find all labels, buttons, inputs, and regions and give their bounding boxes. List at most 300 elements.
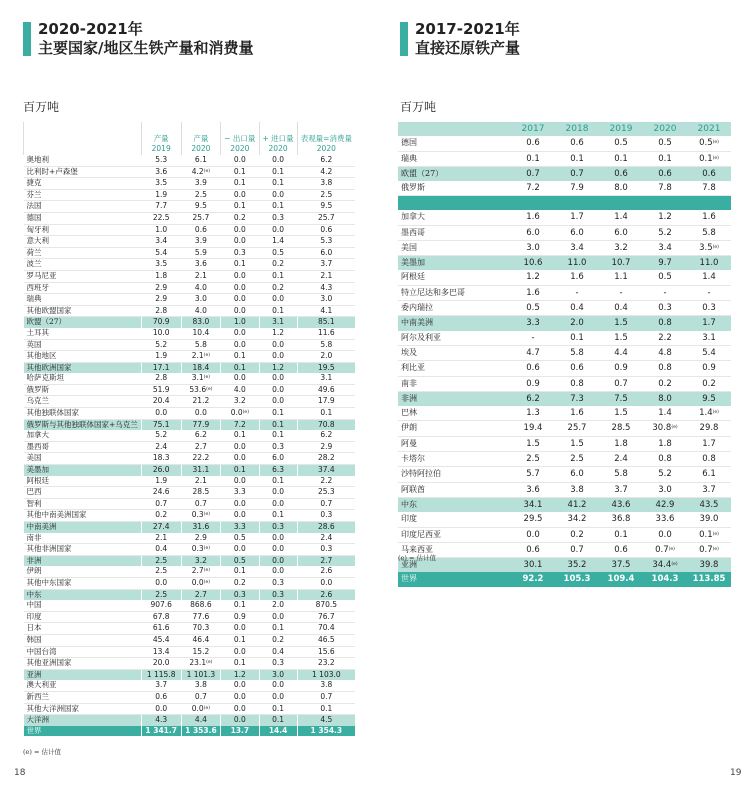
cell-value: 23.2 xyxy=(317,658,335,668)
cell-value: 28.2 xyxy=(317,453,335,463)
cell-value: - xyxy=(531,332,535,343)
row-label: 中国 xyxy=(24,600,142,611)
table-row xyxy=(398,361,731,376)
cell-value: 0.2 xyxy=(233,577,246,587)
table-cell xyxy=(297,270,355,282)
row-label: 伊朗 xyxy=(398,421,511,436)
cell-value: 3.1 xyxy=(191,373,204,383)
table-row xyxy=(24,351,356,363)
cell-value: 0.0 xyxy=(155,703,168,713)
row-label: 阿联酋 xyxy=(398,482,511,497)
cell-value: 0.0 xyxy=(233,498,246,508)
cell-value: 0.0 xyxy=(233,189,246,199)
cell-value: 0.6 xyxy=(320,224,333,234)
row-label: 阿曼 xyxy=(398,436,511,451)
row-label: 其他中南美洲国家 xyxy=(24,510,142,522)
cell-value: 0.0 xyxy=(233,510,246,520)
cell-value: 6.0 xyxy=(272,453,285,463)
cell-value: 0.0 xyxy=(272,396,285,406)
table-cell xyxy=(555,225,599,240)
row-label: 中东 xyxy=(398,497,511,512)
table-cell xyxy=(259,384,297,396)
cell-value: 17.9 xyxy=(317,396,335,406)
row-label: 其他非洲国家 xyxy=(24,544,142,556)
table-cell xyxy=(555,376,599,391)
row-label: 阿尔及利亚 xyxy=(398,331,511,346)
table-cell xyxy=(511,136,555,151)
cell-value: 5.3 xyxy=(155,155,168,164)
table-cell xyxy=(687,406,731,421)
cell-value: 2.6 xyxy=(320,589,333,599)
row-label: 德国 xyxy=(398,136,511,151)
subtotal-row xyxy=(24,522,356,533)
right-note xyxy=(398,553,436,562)
cell-value: 6.0 xyxy=(614,227,628,238)
table-cell xyxy=(643,301,687,316)
cell-value: 0.1 xyxy=(272,305,285,315)
cell-value: 0.3 xyxy=(702,303,716,314)
cell-value: 2.8 xyxy=(155,305,168,315)
cell-value: 2.5 xyxy=(194,189,207,199)
table-cell xyxy=(141,294,181,306)
table-cell xyxy=(259,373,297,384)
table-cell xyxy=(511,256,555,271)
table-row xyxy=(398,210,731,225)
table-row xyxy=(398,225,731,240)
table-cell xyxy=(221,247,259,259)
table-cell xyxy=(221,522,259,533)
cell-value: 0.0 xyxy=(233,373,246,383)
cell-value: 0.0 xyxy=(233,544,246,554)
cell-value: 4.7 xyxy=(526,347,540,358)
cell-value: 0.3 xyxy=(272,212,285,222)
table-row xyxy=(398,301,731,316)
table-cell xyxy=(259,328,297,339)
cell-value: 907.6 xyxy=(150,600,172,610)
table-cell xyxy=(599,181,643,196)
row-label: 英国 xyxy=(24,339,142,351)
cell-value: 3.7 xyxy=(320,259,333,269)
subtotal-row xyxy=(24,419,356,430)
table-cell xyxy=(221,577,259,589)
cell-value: 0.0 xyxy=(191,577,204,587)
table-cell xyxy=(687,181,731,196)
table-row xyxy=(24,623,356,635)
table-cell xyxy=(141,362,181,373)
table-cell xyxy=(599,497,643,512)
table-cell xyxy=(181,453,221,465)
table-cell xyxy=(259,166,297,178)
cell-value: 3.2 xyxy=(614,242,628,253)
cell-value: 0.6 xyxy=(614,544,628,555)
table-row xyxy=(24,384,356,396)
table-cell xyxy=(221,373,259,384)
cell-value: 7.5 xyxy=(614,393,628,404)
table-row xyxy=(24,236,356,248)
table-cell xyxy=(555,527,599,542)
row-label: 波兰 xyxy=(24,259,142,271)
table-cell xyxy=(181,396,221,408)
cell-value: 0.1 xyxy=(570,153,584,164)
cell-value: 0.3 xyxy=(272,577,285,587)
table-cell xyxy=(555,361,599,376)
table-row xyxy=(24,498,356,510)
cell-value: 45.4 xyxy=(152,634,170,644)
table-cell xyxy=(555,467,599,482)
cell-value: 3.1 xyxy=(272,317,285,327)
table-cell xyxy=(181,430,221,441)
table-cell xyxy=(687,331,731,346)
cell-value: 5.3 xyxy=(320,236,333,246)
left-note-text: (e) = 估计值 xyxy=(23,748,61,756)
cell-value: 0.1 xyxy=(320,408,333,418)
cell-value: 18.4 xyxy=(192,362,210,372)
table-cell xyxy=(555,285,599,300)
cell-value: 1.4 xyxy=(614,212,628,223)
cell-value: 0.5 xyxy=(658,138,672,149)
cell-value: - xyxy=(575,287,579,298)
table-cell xyxy=(141,498,181,510)
table-cell xyxy=(599,361,643,376)
cell-value: 0.1 xyxy=(699,153,713,164)
cell-value: 2.1 xyxy=(194,475,207,485)
table-cell xyxy=(259,408,297,420)
cell-value: 0.7 xyxy=(699,544,713,555)
table-cell xyxy=(599,542,643,557)
cell-value: 3.6 xyxy=(155,166,168,176)
table-cell xyxy=(297,441,355,453)
table-cell xyxy=(221,634,259,646)
cell-value: 0.0 xyxy=(272,680,285,690)
cell-value: 4.0 xyxy=(233,384,246,394)
table-cell xyxy=(181,634,221,646)
table-cell xyxy=(511,316,555,331)
cell-value: 1.0 xyxy=(155,224,168,234)
table-cell xyxy=(599,270,643,285)
row-label: 哈萨克斯坦 xyxy=(24,373,142,384)
cell-value: 2.9 xyxy=(155,282,168,292)
table-cell xyxy=(687,391,731,406)
column-header-line1: 产量 xyxy=(193,133,209,143)
table-cell xyxy=(141,646,181,658)
table-cell xyxy=(297,317,355,328)
cell-value: 3.3 xyxy=(233,487,246,497)
cell-value: 4.3 xyxy=(155,715,168,725)
cell-value: 0.1 xyxy=(272,510,285,520)
world-total-row xyxy=(398,572,731,586)
table-cell xyxy=(221,703,259,715)
cell-value: 2.0 xyxy=(570,318,584,329)
table-cell xyxy=(643,345,687,360)
table-cell xyxy=(511,482,555,497)
row-label: 芬兰 xyxy=(24,189,142,201)
table-cell xyxy=(643,421,687,436)
table-cell xyxy=(181,510,221,522)
right-page-number: 19 xyxy=(730,768,742,778)
cell-value: 14.4 xyxy=(268,725,288,735)
table-cell xyxy=(259,589,297,600)
table-cell xyxy=(599,452,643,467)
cell-value: 43.5 xyxy=(699,499,719,510)
header-blank xyxy=(398,122,511,136)
row-label: 世界 xyxy=(398,572,511,586)
table-cell xyxy=(297,589,355,600)
cell-value: 3.4 xyxy=(155,236,168,246)
table-cell xyxy=(555,331,599,346)
table-cell xyxy=(297,396,355,408)
table-row xyxy=(24,247,356,259)
table-cell xyxy=(221,351,259,363)
table-cell xyxy=(141,339,181,351)
table-cell xyxy=(221,555,259,566)
cell-value: 0.9 xyxy=(233,611,246,621)
cell-value: 0.0 xyxy=(658,529,672,540)
row-label: 韩国 xyxy=(24,634,142,646)
cell-value: 7.8 xyxy=(702,183,716,194)
table-row xyxy=(398,331,731,346)
table-cell xyxy=(141,178,181,190)
table-cell xyxy=(511,558,555,573)
table-cell xyxy=(297,328,355,339)
cell-value: 0.3 xyxy=(191,544,204,554)
table-cell xyxy=(141,396,181,408)
table-cell xyxy=(141,566,181,577)
cell-value: 0.2 xyxy=(570,529,584,540)
table-cell xyxy=(259,691,297,703)
cell-value: 0.5 xyxy=(614,138,628,149)
cell-value: 70.3 xyxy=(192,623,210,633)
table-cell xyxy=(511,270,555,285)
cell-value: 0.1 xyxy=(272,166,285,176)
cell-value: 15.6 xyxy=(317,646,335,656)
row-label: 匈牙利 xyxy=(24,224,142,236)
table-cell xyxy=(259,259,297,271)
cell-value: 28.6 xyxy=(317,522,335,531)
table-cell xyxy=(643,527,687,542)
cell-value: 9.5 xyxy=(702,393,716,404)
cell-value: 0.0 xyxy=(233,305,246,315)
cell-value: 0.1 xyxy=(233,566,246,576)
table-cell xyxy=(297,453,355,465)
table-row xyxy=(398,345,731,360)
cell-value: 75.1 xyxy=(152,419,170,429)
world-total-row xyxy=(24,726,356,737)
subtotal-row xyxy=(24,555,356,566)
cell-value: 3.3 xyxy=(526,318,540,329)
table-cell xyxy=(181,384,221,396)
table-cell xyxy=(555,256,599,271)
table-cell xyxy=(297,703,355,715)
cell-value: 0.6 xyxy=(702,168,716,179)
cell-value: 1.6 xyxy=(570,408,584,419)
cell-value: 0.0 xyxy=(272,611,285,621)
cell-value: 0.0 xyxy=(272,224,285,234)
row-label: 阿根廷 xyxy=(24,476,142,487)
table-cell xyxy=(687,542,731,557)
table-cell xyxy=(511,181,555,196)
cell-value: 5.8 xyxy=(614,469,628,480)
cell-value: 2.5 xyxy=(320,189,333,199)
cell-value: 3.8 xyxy=(194,680,207,690)
row-label: 非洲 xyxy=(398,391,511,406)
table-row xyxy=(24,646,356,658)
cell-value: 19.4 xyxy=(523,423,543,434)
table-cell xyxy=(181,166,221,178)
estimate-mark: (e) xyxy=(203,546,210,552)
table-cell xyxy=(141,441,181,453)
table-cell xyxy=(297,577,355,589)
table-cell xyxy=(141,487,181,499)
table-cell xyxy=(181,476,221,487)
table-cell xyxy=(643,542,687,557)
table-cell xyxy=(181,623,221,635)
table-cell xyxy=(599,136,643,151)
cell-value: 2.5 xyxy=(155,555,168,565)
cell-value: 28.5 xyxy=(192,487,210,497)
column-header-line2: 2020 xyxy=(316,144,336,154)
cell-value: 6.2 xyxy=(320,155,333,164)
cell-value: 0.0 xyxy=(272,532,285,542)
table-cell xyxy=(181,533,221,544)
table-cell xyxy=(687,136,731,151)
row-label: 埃及 xyxy=(398,345,511,360)
table-cell xyxy=(259,669,297,680)
cell-value: 0.1 xyxy=(658,153,672,164)
column-header-line2: 2020 xyxy=(268,144,288,154)
table-row xyxy=(24,212,356,224)
row-label: 荷兰 xyxy=(24,247,142,259)
cell-value: 0.0 xyxy=(233,282,246,292)
subtotal-row xyxy=(398,391,731,406)
cell-value: 0.1 xyxy=(233,634,246,644)
table-cell xyxy=(259,510,297,522)
table-row xyxy=(24,441,356,453)
table-cell xyxy=(141,522,181,533)
table-cell xyxy=(297,236,355,248)
cell-value: 6.0 xyxy=(570,469,584,480)
table-cell xyxy=(221,623,259,635)
table-row xyxy=(398,376,731,391)
cell-value: 37.4 xyxy=(317,465,335,475)
cell-value: 31.1 xyxy=(192,465,210,475)
table-cell xyxy=(141,611,181,623)
table-row xyxy=(24,453,356,465)
table-row xyxy=(398,270,731,285)
cell-value: 0.1 xyxy=(233,465,246,475)
table-row xyxy=(398,542,731,557)
table-row xyxy=(398,512,731,527)
cell-value: 6.0 xyxy=(320,247,333,257)
cell-value: 0.3 xyxy=(272,522,285,531)
cell-value: 3.0 xyxy=(272,669,285,679)
table-cell xyxy=(221,201,259,213)
cell-value: 2.5 xyxy=(155,566,168,576)
table-cell xyxy=(555,452,599,467)
cell-value: 0.1 xyxy=(272,703,285,713)
table-cell xyxy=(259,212,297,224)
cell-value: 70.4 xyxy=(317,623,335,633)
row-label: 其他欧洲国家 xyxy=(24,362,142,373)
table-cell xyxy=(511,467,555,482)
table-row xyxy=(398,240,731,255)
left-unit: 百万吨 xyxy=(23,100,60,114)
cell-value: 6.1 xyxy=(194,155,207,164)
table-cell xyxy=(181,566,221,577)
table-cell xyxy=(599,331,643,346)
cell-value: 4.8 xyxy=(658,347,672,358)
table-cell xyxy=(221,259,259,271)
table-cell xyxy=(141,270,181,282)
table-cell xyxy=(259,680,297,691)
table-cell xyxy=(599,376,643,391)
right-title-line1: 2017-2021年 xyxy=(415,20,520,38)
table-cell xyxy=(297,715,355,726)
table-cell xyxy=(643,406,687,421)
table-cell xyxy=(511,452,555,467)
row-label: 中东 xyxy=(24,589,142,600)
table-cell xyxy=(221,658,259,670)
cell-value: 5.7 xyxy=(526,469,540,480)
cell-value: 0.1 xyxy=(570,332,584,343)
table-cell xyxy=(221,362,259,373)
table-cell xyxy=(141,589,181,600)
cell-value: 2.0 xyxy=(272,600,285,610)
table-cell xyxy=(643,151,687,166)
cell-value: 0.1 xyxy=(614,153,628,164)
cell-value: 0.3 xyxy=(191,510,204,520)
cell-value: - xyxy=(619,287,623,298)
cell-value: 0.0 xyxy=(233,691,246,701)
table-cell xyxy=(181,317,221,328)
table-row xyxy=(398,452,731,467)
row-label: 其他中东国家 xyxy=(24,577,142,589)
estimate-mark: (e) xyxy=(712,410,719,416)
table-cell xyxy=(555,136,599,151)
cell-value: 3.0 xyxy=(320,294,333,304)
row-label: 加拿大 xyxy=(398,210,511,225)
table-cell xyxy=(511,166,555,181)
table-cell xyxy=(181,487,221,499)
cell-value: 0.8 xyxy=(658,318,672,329)
cell-value: 2.6 xyxy=(320,566,333,576)
estimate-mark: (e) xyxy=(671,562,678,568)
table-cell xyxy=(511,391,555,406)
cell-value: 39.8 xyxy=(699,560,719,571)
table-cell xyxy=(221,691,259,703)
cell-value: 1.2 xyxy=(272,327,285,337)
cell-value: 5.2 xyxy=(658,469,672,480)
table-cell xyxy=(221,328,259,339)
cell-value: 2.1 xyxy=(191,351,204,361)
cell-value: 11.6 xyxy=(317,327,335,337)
table-cell xyxy=(511,210,555,225)
cell-value: 3.4 xyxy=(570,242,584,253)
cell-value: 0.1 xyxy=(233,362,246,372)
cell-value: 0.0 xyxy=(272,189,285,199)
table-cell xyxy=(511,361,555,376)
row-label: 美墨加 xyxy=(24,465,142,476)
table-cell xyxy=(687,497,731,512)
table-cell xyxy=(141,634,181,646)
cell-value: 10.6 xyxy=(523,258,543,269)
row-label: 马来西亚 xyxy=(398,542,511,557)
table-cell xyxy=(599,421,643,436)
table-cell xyxy=(643,331,687,346)
cell-value: 0.2 xyxy=(272,282,285,292)
cell-value: 31.6 xyxy=(192,522,210,531)
cell-value: 29.8 xyxy=(699,423,719,434)
cell-value: 0.0 xyxy=(233,224,246,234)
